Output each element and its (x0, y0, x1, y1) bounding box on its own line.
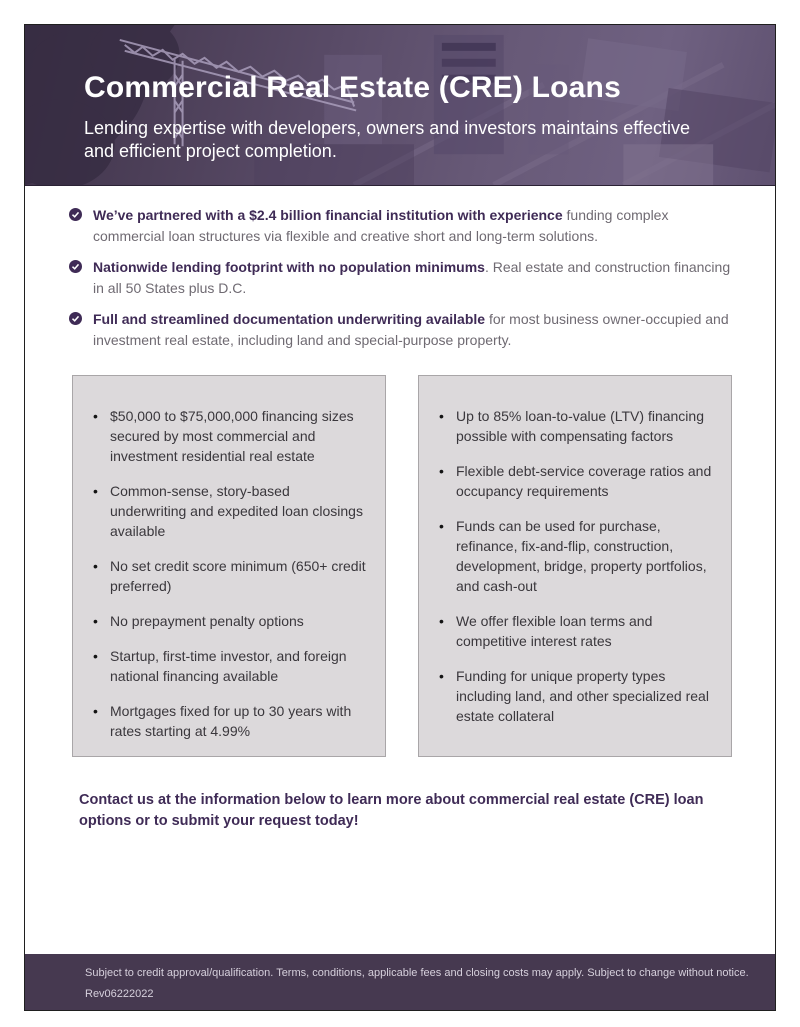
list-item: • Startup, first-time investor, and foreign national financing available (91, 646, 367, 686)
check-circle-icon (69, 312, 82, 325)
highlight-text (93, 309, 733, 351)
highlight-item (69, 257, 735, 299)
list-item: • Up to 85% loan-to-value (LTV) financing possible with compensating factors (437, 406, 713, 446)
flyer-page (24, 24, 776, 1011)
list-item: • We offer flexible loan terms and competitive interest rates (437, 611, 713, 651)
check-circle-icon (69, 208, 82, 221)
check-circle-icon (69, 260, 82, 273)
footer-revision: Rev06222022 (85, 988, 154, 1000)
highlight-item (69, 205, 735, 247)
right-feature-list (437, 406, 713, 726)
highlight-bold-text: Full and streamlined documentation underwriting available (93, 311, 486, 327)
contact-cta-text: Contact us at the information below to learn more about commercial real estate (CRE) loan options or to submit your request today! (79, 792, 704, 829)
list-item: • Funds can be used for purchase, refinance, fix-and-flip, construction, development, bridge, property portfolios, and cash-out (437, 516, 713, 596)
highlight-rest-text: for most business owner-occupied and investment real estate, including land and special-purpose property. (93, 311, 729, 348)
right-feature-box (418, 375, 732, 757)
header-text-block (84, 71, 716, 163)
highlights-list (69, 205, 735, 351)
highlight-bold-text: Nationwide lending footprint with no population minimums (93, 259, 485, 275)
page-title: Commercial Real Estate (CRE) Loans (84, 71, 621, 104)
footer-bar (25, 954, 775, 1010)
list-item: • Flexible debt-service coverage ratios and occupancy requirements (437, 461, 713, 501)
highlight-rest-text: funding complex commercial loan structures via flexible and creative short and long-term solutions. (93, 207, 669, 244)
left-feature-box (72, 375, 386, 757)
footer-disclaimer: Subject to credit approval/qualification. Terms, conditions, applicable fees and closing costs may apply. Subject to change without notice. (85, 967, 749, 979)
feature-boxes (72, 375, 775, 757)
highlight-bold-text: We’ve partnered with a $2.4 billion financial institution with experience (93, 207, 563, 223)
left-feature-list (91, 406, 367, 741)
list-item: • No prepayment penalty options (91, 611, 367, 631)
page-subtitle: Lending expertise with developers, owners and investors maintains effective and efficient project completion. (84, 118, 691, 161)
highlight-text (93, 205, 733, 247)
header-banner (25, 25, 775, 186)
highlight-text (93, 257, 733, 299)
list-item: • $50,000 to $75,000,000 financing sizes secured by most commercial and investment residential real estate (91, 406, 367, 466)
list-item: • Common-sense, story-based underwriting and expedited loan closings available (91, 481, 367, 541)
highlight-rest-text: . Real estate and construction financing in all 50 States plus D.C. (93, 259, 731, 296)
list-item: • Funding for unique property types including land, and other specialized real estate collateral (437, 666, 713, 726)
list-item: • No set credit score minimum (650+ credit preferred) (91, 556, 367, 596)
highlight-item (69, 309, 735, 351)
list-item: • Mortgages fixed for up to 30 years with rates starting at 4.99% (91, 701, 367, 741)
